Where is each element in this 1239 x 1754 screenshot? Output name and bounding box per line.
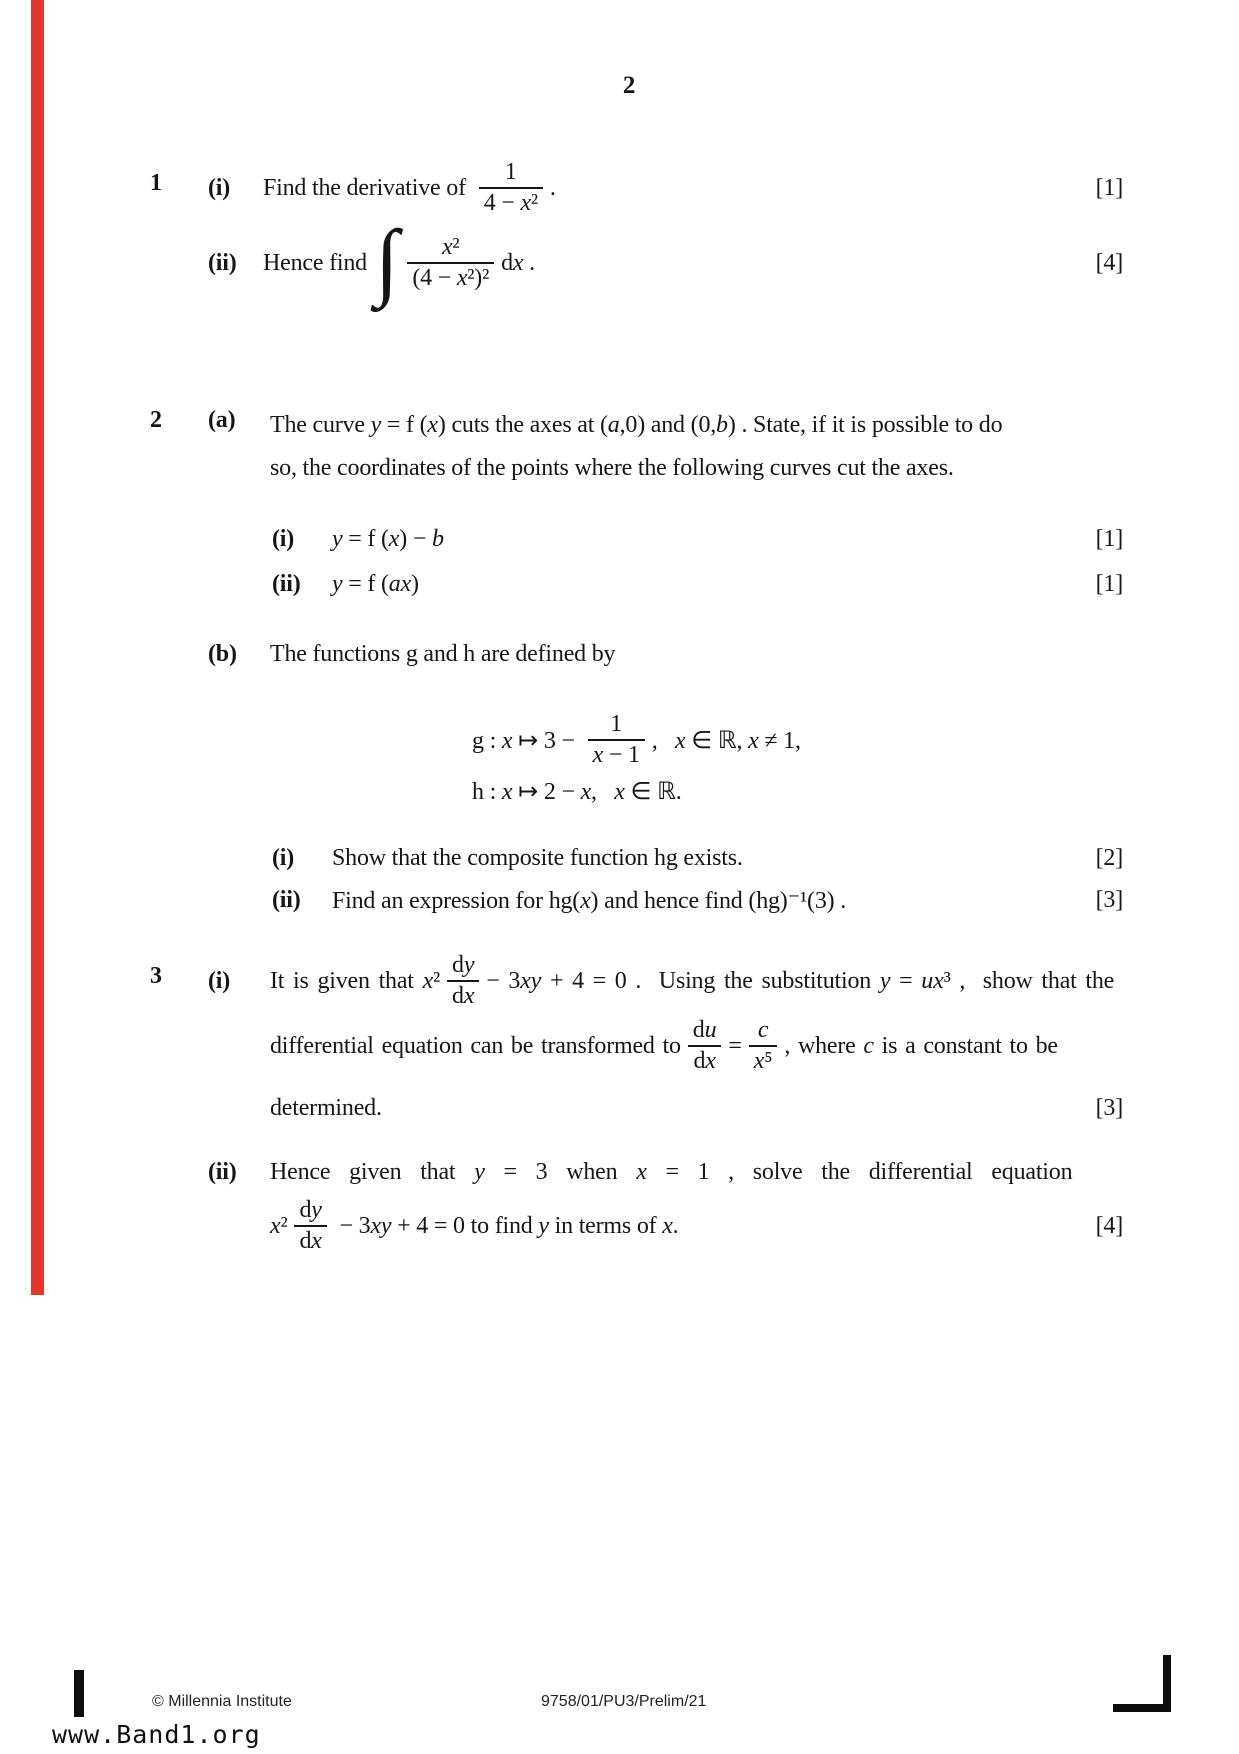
text-segment: Hence find — [263, 249, 367, 276]
text-segment: ) cuts the axes at ( — [437, 411, 608, 438]
q2b-sub-ii-row — [272, 880, 1123, 920]
part-label: (ii) — [208, 1158, 237, 1185]
part-label: (i) — [272, 844, 295, 871]
formula — [332, 526, 444, 553]
question-text — [270, 1159, 1072, 1186]
text-segment: + 4 = 0 to find — [391, 1212, 539, 1239]
part-a-label: (a) — [208, 407, 236, 433]
marks-badge: [1] — [1095, 525, 1123, 552]
text-segment: d — [452, 952, 464, 979]
part-label: (ii) — [208, 249, 237, 276]
text-segment: x — [388, 525, 400, 552]
fraction — [749, 1016, 778, 1076]
text-segment: y — [332, 525, 343, 552]
text-segment: y — [332, 570, 343, 597]
text-segment: ≠ 1, — [758, 727, 801, 754]
text-segment: ∈ ℝ, — [685, 727, 749, 754]
text-segment: ² — [452, 234, 460, 261]
q2a-sub-ii-row — [272, 566, 1123, 602]
integral-sign: ∫ — [374, 211, 399, 308]
text-segment: x — [580, 778, 592, 805]
text-segment: = — [890, 967, 922, 994]
text-segment: − 1 — [603, 742, 640, 768]
q3-part-i-line1 — [208, 947, 1123, 1015]
text-segment: y — [474, 1158, 485, 1185]
question-text — [784, 1033, 1057, 1060]
page-number: 2 — [622, 72, 636, 99]
q3-part-ii-line2 — [270, 1192, 1123, 1260]
text-segment: x — [592, 742, 604, 768]
fraction — [588, 710, 645, 770]
text-segment: . — [672, 1212, 679, 1239]
question-text — [550, 175, 556, 202]
text-segment: ² — [433, 967, 441, 994]
question-text — [270, 641, 615, 668]
fraction-numerator — [753, 1016, 773, 1045]
text-segment: x — [512, 249, 524, 276]
question-2-number: 2 — [150, 407, 162, 433]
text-segment: = f ( — [381, 411, 428, 438]
text-segment: h : — [472, 778, 502, 805]
formula — [472, 726, 581, 755]
text-segment: c — [863, 1032, 874, 1059]
text-segment: x — [501, 778, 513, 805]
text-segment: x — [705, 1048, 716, 1074]
part-label: (i) — [208, 967, 231, 994]
text-segment: x — [456, 265, 468, 291]
text-segment: 1 — [504, 159, 517, 186]
text-segment: . — [549, 174, 556, 201]
text-segment: b — [431, 525, 444, 552]
fraction-numerator — [688, 1016, 722, 1045]
text-segment: ↦ 3 − — [512, 727, 581, 754]
text-segment: It is given that — [270, 967, 423, 994]
question-3-number: 3 — [150, 963, 162, 989]
marks-badge: [3] — [1095, 886, 1123, 913]
text-segment: x — [662, 1212, 673, 1239]
q2a-line1 — [270, 407, 1123, 443]
fraction — [688, 1016, 722, 1076]
text-segment: Hence given that — [270, 1158, 475, 1185]
equals-sign: = — [728, 1032, 742, 1059]
q3-part-ii-line1 — [208, 1154, 1123, 1190]
text-segment: x — [614, 778, 625, 805]
fraction-denominator — [294, 1225, 326, 1256]
fraction-denominator — [447, 980, 479, 1011]
q2a-sub-i-row — [272, 521, 1123, 557]
text-segment: ux — [921, 967, 944, 994]
text-segment: The curve — [270, 411, 371, 438]
text-segment: ² — [280, 1212, 288, 1239]
text-segment: + 4 = 0 . Using the substitution — [541, 967, 880, 994]
text-segment: ∈ ℝ. — [624, 778, 682, 805]
text-segment: x — [422, 967, 434, 994]
text-segment: xy — [520, 967, 542, 994]
marks-badge: [3] — [1095, 1094, 1123, 1121]
q2b-g-definition — [472, 706, 801, 774]
text-segment: ↦ 2 − — [512, 778, 581, 805]
text-segment: d — [299, 1197, 312, 1224]
text-segment: , where — [784, 1032, 864, 1059]
fraction-numerator — [605, 710, 627, 739]
text-segment: d — [692, 1017, 705, 1044]
question-text — [501, 250, 535, 277]
question-1-number: 1 — [150, 170, 162, 196]
formula — [472, 777, 682, 806]
question-text — [270, 412, 1002, 439]
text-segment: u — [704, 1017, 717, 1044]
text-segment: d — [501, 249, 513, 276]
red-margin-bar — [31, 0, 44, 1295]
question-text — [270, 455, 954, 482]
text-segment: x — [270, 1212, 281, 1239]
part-label: (i) — [208, 174, 231, 201]
text-segment: = 1 , solve the differential equation — [646, 1158, 1073, 1185]
text-segment: x — [501, 727, 513, 754]
text-segment: in terms of — [548, 1212, 663, 1239]
part-b-label: (b) — [208, 640, 237, 667]
text-segment: 1 — [610, 711, 623, 738]
text-segment: The functions g and h are defined by — [270, 640, 616, 667]
q1-part-ii-row — [208, 205, 1123, 321]
fraction-denominator — [688, 1045, 720, 1076]
question-text — [332, 886, 846, 915]
text-segment: determined. — [270, 1094, 382, 1121]
fraction-denominator — [407, 262, 494, 293]
watermark-text: www.Band1.org — [52, 1720, 261, 1749]
q3-part-i-line2 — [270, 1012, 1123, 1080]
text-segment: = 3 when — [484, 1158, 637, 1185]
q2a-line2 — [270, 450, 1123, 486]
text-segment: ³ , show that the — [943, 967, 1115, 994]
fraction-numerator — [437, 233, 464, 262]
text-segment: 4 − — [483, 190, 521, 216]
text-segment: (4 − — [412, 265, 457, 291]
question-text — [332, 845, 743, 872]
text-segment: x — [441, 234, 453, 261]
text-segment: differential equation can be transformed to — [270, 1032, 681, 1059]
fraction — [407, 233, 494, 293]
marks-badge: [1] — [1095, 174, 1123, 201]
q2b-sub-i-row — [272, 840, 1123, 876]
marks-badge: [2] — [1095, 844, 1123, 871]
text-segment: Find an expression for hg( — [332, 887, 581, 914]
text-segment: y — [311, 1197, 322, 1224]
text-segment: so, the coordinates of the points where the following curves cut the axes. — [270, 454, 954, 481]
question-text — [263, 175, 472, 202]
part-label: (ii) — [272, 570, 301, 597]
footer-copyright: © Millennia Institute — [152, 1693, 292, 1710]
text-segment: y — [463, 952, 475, 979]
text-segment: ) . State, if it is possible to do — [727, 411, 1003, 438]
text-segment: y — [370, 411, 382, 438]
text-segment: x — [463, 983, 475, 1009]
text-segment: y — [538, 1212, 549, 1239]
text-segment: x — [427, 411, 438, 438]
marks-badge: [4] — [1095, 249, 1123, 276]
text-segment: = f ( — [342, 525, 389, 552]
text-segment: x — [748, 727, 759, 754]
text-segment: ) and hence find (hg)⁻¹(3) . — [590, 887, 847, 914]
text-segment: ,0) and (0, — [619, 411, 717, 438]
text-segment: ax — [388, 570, 412, 597]
question-text — [263, 250, 367, 277]
text-segment: x — [753, 1048, 765, 1074]
question-text — [270, 1095, 382, 1122]
text-segment: , — [591, 778, 615, 805]
marks-badge: [4] — [1095, 1212, 1123, 1239]
text-segment: x — [636, 1158, 647, 1185]
q2b-intro-row — [208, 636, 1123, 672]
q3-part-i-line3 — [270, 1090, 1123, 1126]
text-segment: ²)² — [467, 265, 490, 291]
text-segment: is a constant to be — [873, 1032, 1058, 1059]
text-segment: ) — [411, 570, 419, 597]
question-text — [270, 968, 440, 995]
question-text — [270, 1033, 681, 1060]
text-segment: − 3 — [333, 1212, 371, 1239]
text-segment: g : — [472, 727, 502, 754]
text-segment: b — [716, 411, 728, 438]
text-segment: ² — [530, 190, 538, 216]
part-label: (i) — [272, 525, 295, 552]
footer-paper-code: 9758/01/PU3/Prelim/21 — [541, 1693, 707, 1710]
marks-badge: [1] — [1095, 570, 1123, 597]
formula — [652, 726, 801, 755]
text-segment: xy — [370, 1212, 392, 1239]
formula — [332, 571, 419, 598]
text-segment: d — [452, 983, 464, 1009]
part-label: (ii) — [272, 886, 301, 913]
text-segment: = f ( — [342, 570, 389, 597]
text-segment: x — [311, 1228, 322, 1254]
fraction-denominator — [588, 739, 645, 770]
fraction-numerator — [294, 1196, 326, 1225]
fraction-numerator — [500, 158, 522, 187]
question-text — [334, 1213, 679, 1240]
text-segment: d — [299, 1228, 312, 1254]
fraction — [294, 1196, 326, 1256]
text-segment: x — [520, 190, 531, 216]
crop-mark-corner — [1113, 1655, 1171, 1712]
formula — [270, 1213, 287, 1240]
text-segment: c — [757, 1017, 769, 1044]
fraction — [447, 951, 479, 1011]
text-segment: − 3 — [486, 967, 521, 994]
text-segment: Find the derivative of — [263, 174, 472, 201]
fraction-numerator — [447, 951, 479, 980]
text-segment: a — [607, 411, 620, 438]
q2b-h-definition — [472, 773, 682, 809]
text-segment: ⁵ — [764, 1048, 773, 1074]
crop-mark-left — [74, 1670, 84, 1717]
text-segment: y — [879, 967, 891, 994]
text-segment: x — [580, 887, 591, 914]
text-segment: ) − — [399, 525, 432, 552]
text-segment: Show that the composite function hg exists. — [332, 844, 743, 871]
question-text — [486, 968, 1114, 995]
text-segment: , — [651, 727, 675, 754]
fraction-denominator — [749, 1045, 778, 1076]
text-segment: x — [674, 727, 686, 754]
text-segment: d — [693, 1048, 706, 1074]
text-segment: . — [523, 249, 535, 276]
